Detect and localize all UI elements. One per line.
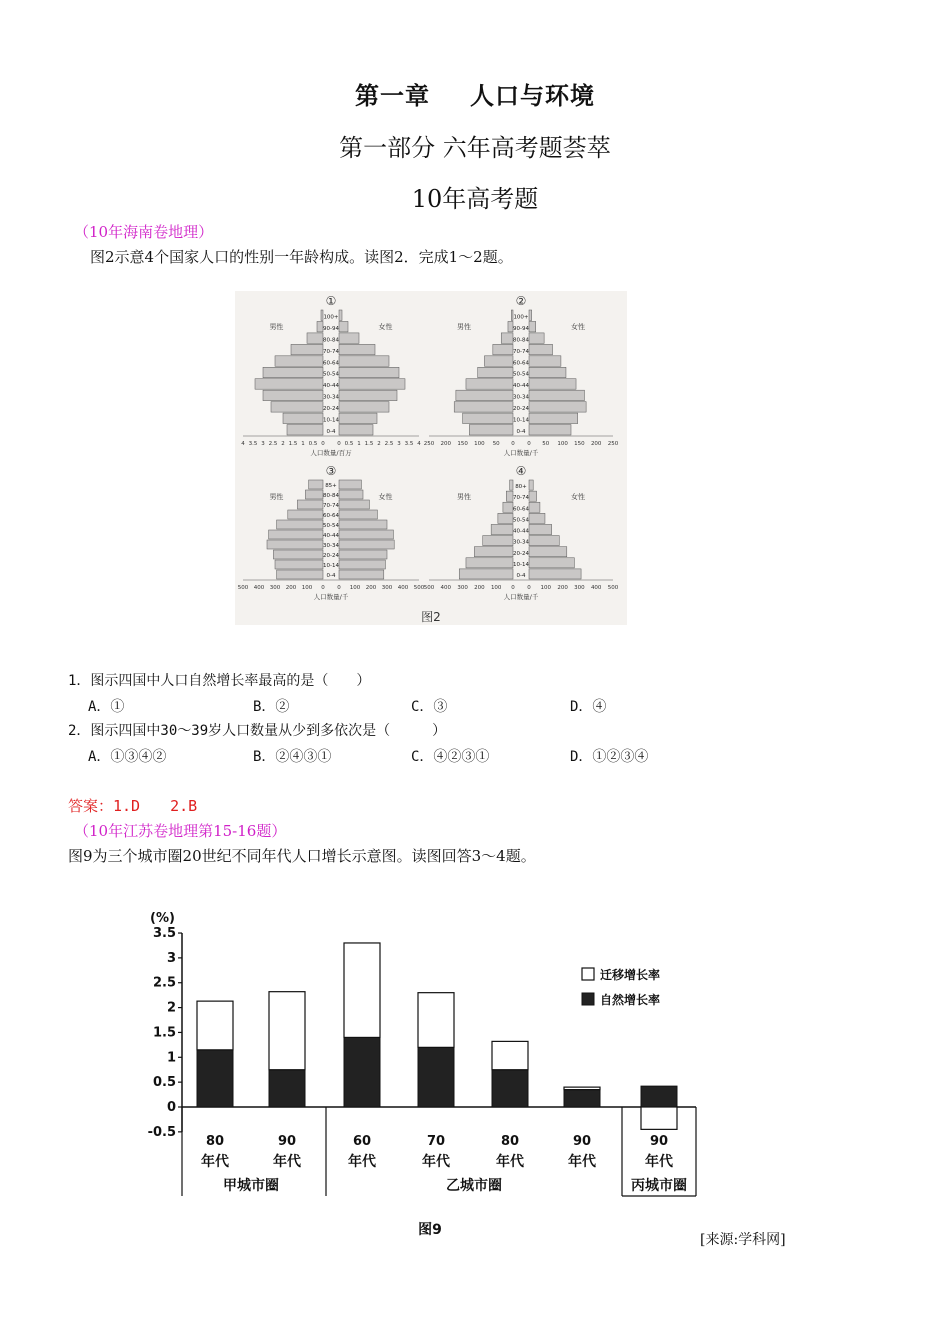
tick-label: 400 xyxy=(440,585,452,591)
x-category-number: 80 xyxy=(500,1134,520,1149)
female-bar xyxy=(339,390,397,400)
male-bar xyxy=(474,547,513,557)
figure-2 xyxy=(235,291,627,625)
q12-intro: 图2示意4个国家人口的性别一年龄构成。读图2．完成1～2题。 xyxy=(90,248,513,266)
female-bar xyxy=(339,480,361,489)
female-label: 女性 xyxy=(378,323,393,331)
age-label: 20-24 xyxy=(513,550,529,557)
male-bar xyxy=(275,560,323,569)
female-bar xyxy=(529,569,581,579)
x-category-unit: 年代 xyxy=(568,1154,596,1170)
male-bar xyxy=(273,550,323,559)
pyramid-label: ① xyxy=(325,294,337,308)
bar-natural xyxy=(344,1037,380,1107)
age-label: 70-74 xyxy=(513,348,529,355)
female-bar xyxy=(339,379,405,389)
age-label: 10-14 xyxy=(323,417,339,424)
male-bar xyxy=(263,367,323,377)
male-bar xyxy=(493,344,513,354)
female-bar xyxy=(529,413,578,423)
female-bar xyxy=(529,524,552,534)
pyramid-label: ② xyxy=(515,294,527,308)
age-label: 90-94 xyxy=(513,325,529,332)
q34-source: （10年江苏卷地理第15-16题） xyxy=(74,822,287,840)
age-label: 100+ xyxy=(323,314,339,321)
tick-label: 100 xyxy=(349,585,361,591)
age-label: 0-4 xyxy=(516,573,526,579)
age-label: 20-24 xyxy=(323,406,339,413)
y-tick-label: -0.5 xyxy=(147,1124,176,1140)
female-bar xyxy=(529,356,561,366)
age-label: 60-64 xyxy=(513,506,529,513)
female-bar xyxy=(339,520,387,529)
age-label: 20-24 xyxy=(513,406,529,413)
x-category-unit: 年代 xyxy=(273,1154,301,1170)
female-bar xyxy=(529,310,532,320)
footer-source: [来源:学科网] xyxy=(700,1232,786,1248)
tick-label: 400 xyxy=(397,585,409,591)
male-bar xyxy=(291,344,323,354)
bar-natural xyxy=(418,1047,454,1107)
x-category-number: 60 xyxy=(352,1134,372,1149)
tick-label: 2.5 xyxy=(384,441,394,447)
male-bar xyxy=(269,530,323,539)
legend-swatch-migration xyxy=(582,968,594,980)
x-category-unit: 年代 xyxy=(201,1154,229,1170)
female-label: 女性 xyxy=(571,323,586,331)
male-label: 男性 xyxy=(269,323,284,331)
female-bar xyxy=(339,500,369,509)
tick-label: 3 xyxy=(261,441,265,447)
age-label: 40-44 xyxy=(513,528,529,535)
q1-option-d: D．④ xyxy=(570,699,607,715)
tick-label: 100 xyxy=(490,585,502,591)
year-title: 10年高考题 xyxy=(411,185,539,213)
bar-migration xyxy=(269,992,305,1070)
figure-2-caption: 图2 xyxy=(421,610,441,624)
male-label: 男性 xyxy=(456,493,471,501)
tick-label: 0 xyxy=(511,441,515,447)
male-bar xyxy=(466,558,513,568)
age-label: 85+ xyxy=(325,483,337,489)
age-label: 0-4 xyxy=(326,573,336,579)
male-bar xyxy=(469,425,513,435)
tick-label: 0 xyxy=(527,585,531,591)
tick-label: 100 xyxy=(557,441,568,447)
age-label: 10-14 xyxy=(513,417,529,424)
male-bar xyxy=(459,569,513,579)
bar-migration xyxy=(564,1087,600,1089)
female-bar xyxy=(339,540,394,549)
y-tick-label: 2 xyxy=(166,1000,176,1016)
tick-label: 0 xyxy=(527,441,531,447)
tick-label: 300 xyxy=(269,585,281,591)
age-label: 60-64 xyxy=(513,360,529,367)
female-bar xyxy=(339,490,363,499)
female-bar xyxy=(529,480,533,490)
q1-option-c: C．③ xyxy=(411,699,448,715)
x-category-number: 90 xyxy=(572,1134,592,1149)
female-bar xyxy=(339,344,375,354)
tick-label: 150 xyxy=(457,441,468,447)
population-pyramids xyxy=(235,291,627,625)
tick-label: 0.5 xyxy=(344,441,354,447)
x-category-unit: 年代 xyxy=(496,1154,524,1170)
tick-label: 250 xyxy=(423,441,435,447)
age-label: 20-24 xyxy=(323,553,339,559)
age-label: 80-84 xyxy=(513,337,529,344)
age-label: 30-34 xyxy=(323,394,339,401)
female-bar xyxy=(529,513,545,523)
female-bar xyxy=(339,356,389,366)
tick-label: 0 xyxy=(321,585,325,591)
tick-label: 0 xyxy=(337,441,341,447)
tick-label: 100 xyxy=(301,585,313,591)
pyramid-xlabel: 人口数量/千 xyxy=(503,593,539,601)
male-bar xyxy=(307,333,323,343)
tick-label: 250 xyxy=(607,441,619,447)
tick-label: 2 xyxy=(281,441,285,447)
female-bar xyxy=(339,310,342,320)
male-bar xyxy=(456,390,513,400)
tick-label: 200 xyxy=(285,585,297,591)
age-label: 10-14 xyxy=(323,563,339,569)
legend-swatch-natural xyxy=(582,993,594,1005)
tick-label: 50 xyxy=(492,441,500,447)
tick-label: 2.5 xyxy=(268,441,278,447)
female-label: 女性 xyxy=(571,493,586,501)
female-bar xyxy=(339,560,385,569)
y-tick-label: 3 xyxy=(166,950,176,966)
tick-label: 500 xyxy=(423,585,435,591)
q1-option-b: B．② xyxy=(253,699,290,715)
age-label: 60-64 xyxy=(323,360,339,367)
question-1: 1．图示四国中人口自然增长率最高的是（ ） xyxy=(68,673,371,689)
male-bar xyxy=(491,524,513,534)
male-bar xyxy=(309,480,323,489)
x-category-number: 90 xyxy=(277,1134,297,1149)
male-bar xyxy=(283,413,323,423)
tick-label: 4 xyxy=(241,441,245,447)
male-bar xyxy=(297,500,323,509)
male-label: 男性 xyxy=(456,323,471,331)
q2-option-a: A．①③④② xyxy=(88,749,167,765)
male-bar xyxy=(510,480,513,490)
female-bar xyxy=(529,379,576,389)
figure-9 xyxy=(140,900,710,1250)
chapter-number: 第一章 xyxy=(355,81,430,110)
male-bar xyxy=(503,502,513,512)
tick-label: 0.5 xyxy=(308,441,318,447)
male-bar xyxy=(501,333,513,343)
y-axis-label: (%) xyxy=(150,911,175,926)
age-label: 30-34 xyxy=(513,394,529,401)
group-label: 乙城市圈 xyxy=(446,1178,502,1194)
male-bar xyxy=(255,379,323,389)
age-label: 100+ xyxy=(513,314,529,321)
female-bar xyxy=(529,390,584,400)
male-bar xyxy=(483,536,513,546)
tick-label: 500 xyxy=(607,585,619,591)
male-bar xyxy=(478,367,513,377)
age-label: 90-94 xyxy=(323,325,339,332)
x-category-unit: 年代 xyxy=(348,1154,376,1170)
y-tick-label: 1 xyxy=(166,1050,176,1066)
male-bar xyxy=(263,390,323,400)
age-label: 40-44 xyxy=(323,533,339,539)
age-label: 50-54 xyxy=(513,517,529,524)
question-2: 2．图示四国中30～39岁人口数量从少到多依次是（ ） xyxy=(68,723,447,739)
tick-label: 1 xyxy=(357,441,361,447)
male-bar xyxy=(267,540,323,549)
tick-label: 3 xyxy=(397,441,401,447)
tick-label: 150 xyxy=(574,441,585,447)
bar-natural xyxy=(269,1070,305,1107)
q1-option-a: A．① xyxy=(88,699,125,715)
female-bar xyxy=(339,367,399,377)
age-label: 10-14 xyxy=(513,561,529,568)
tick-label: 200 xyxy=(590,441,602,447)
age-label: 60-64 xyxy=(323,513,339,519)
male-bar xyxy=(498,513,513,523)
female-bar xyxy=(529,491,537,501)
tick-label: 1.5 xyxy=(364,441,374,447)
x-category-unit: 年代 xyxy=(645,1154,673,1170)
male-bar xyxy=(287,425,323,435)
age-label: 80-84 xyxy=(323,493,339,499)
tick-label: 100 xyxy=(540,585,552,591)
female-bar xyxy=(529,333,544,343)
age-label: 0-4 xyxy=(326,429,336,435)
bar-migration xyxy=(197,1001,233,1050)
bar-migration xyxy=(492,1041,528,1069)
female-bar xyxy=(339,550,387,559)
x-category-number: 70 xyxy=(426,1134,446,1149)
age-label: 50-54 xyxy=(323,523,339,529)
female-bar xyxy=(529,344,553,354)
chapter-title xyxy=(0,76,950,111)
legend-label-migration: 迁移增长率 xyxy=(600,968,661,982)
male-bar xyxy=(277,570,323,579)
x-category-number: 80 xyxy=(205,1134,225,1149)
tick-label: 500 xyxy=(413,585,425,591)
male-bar xyxy=(506,491,513,501)
tick-label: 300 xyxy=(574,585,585,591)
y-tick-label: 0 xyxy=(166,1100,176,1115)
age-label: 50-54 xyxy=(513,371,529,378)
group-label: 丙城市圈 xyxy=(631,1178,687,1194)
bar-natural xyxy=(197,1050,233,1107)
female-bar xyxy=(339,413,377,423)
female-bar xyxy=(339,333,359,343)
female-bar xyxy=(529,536,559,546)
male-bar xyxy=(454,402,513,412)
x-category-unit: 年代 xyxy=(422,1154,450,1170)
tick-label: 300 xyxy=(381,585,393,591)
male-bar xyxy=(271,402,323,412)
bar-migration xyxy=(344,943,380,1037)
male-label: 男性 xyxy=(269,493,284,501)
female-bar xyxy=(339,530,393,539)
age-label: 30-34 xyxy=(513,539,529,546)
female-bar xyxy=(339,402,389,412)
y-tick-label: 2.5 xyxy=(152,975,176,991)
tick-label: 1.5 xyxy=(288,441,298,447)
age-label: 40-44 xyxy=(513,383,529,390)
bar-natural xyxy=(492,1070,528,1107)
figure-9-caption: 图9 xyxy=(418,1222,442,1238)
age-label: 70-74 xyxy=(323,348,339,355)
female-bar xyxy=(339,510,377,519)
age-label: 80-84 xyxy=(323,337,339,344)
tick-label: 200 xyxy=(365,585,377,591)
female-bar xyxy=(529,547,567,557)
female-bar xyxy=(529,502,540,512)
q12-source: （10年海南卷地理） xyxy=(74,223,214,241)
bar-migration xyxy=(641,1107,677,1129)
part-title: 第一部分 六年高考题荟萃 xyxy=(339,134,611,162)
female-bar xyxy=(529,402,586,412)
pyramid-xlabel: 人口数量/千 xyxy=(503,449,539,457)
bar-natural xyxy=(564,1090,600,1107)
tick-label: 400 xyxy=(253,585,265,591)
female-bar xyxy=(529,367,566,377)
chapter-topic: 人口与环境 xyxy=(470,81,595,110)
pyramid-xlabel: 人口数量/百万 xyxy=(310,449,352,457)
pyramid-label: ③ xyxy=(325,464,337,478)
tick-label: 3.5 xyxy=(404,441,414,447)
q34-intro: 图9为三个城市圈20世纪不同年代人口增长示意图。读图回答3～4题。 xyxy=(68,847,536,865)
male-bar xyxy=(463,413,513,423)
tick-label: 0 xyxy=(321,441,325,447)
population-growth-chart xyxy=(140,900,710,1250)
tick-label: 200 xyxy=(557,585,568,591)
pyramid-xlabel: 人口数量/千 xyxy=(313,593,349,601)
male-bar xyxy=(288,510,323,519)
female-label: 女性 xyxy=(378,493,393,501)
pyramid-label: ④ xyxy=(515,464,527,478)
male-bar xyxy=(275,356,323,366)
y-tick-label: 3.5 xyxy=(152,926,176,942)
tick-label: 200 xyxy=(474,585,485,591)
q2-option-d: D．①②③④ xyxy=(570,749,649,765)
age-label: 70-74 xyxy=(323,503,339,509)
tick-label: 100 xyxy=(474,441,485,447)
age-label: 40-44 xyxy=(323,383,339,390)
tick-label: 200 xyxy=(440,441,452,447)
tick-label: 500 xyxy=(237,585,249,591)
tick-label: 0 xyxy=(337,585,341,591)
female-bar xyxy=(529,558,574,568)
tick-label: 50 xyxy=(542,441,550,447)
male-bar xyxy=(484,356,513,366)
tick-label: 4 xyxy=(417,441,421,447)
male-bar xyxy=(277,520,323,529)
q2-option-b: B．②④③① xyxy=(253,749,332,765)
y-tick-label: 0.5 xyxy=(152,1075,176,1091)
x-category-number: 90 xyxy=(649,1134,669,1149)
group-label: 甲城市圈 xyxy=(223,1178,279,1194)
legend-label-natural: 自然增长率 xyxy=(600,993,661,1007)
age-label: 0-4 xyxy=(516,429,526,435)
tick-label: 3.5 xyxy=(248,441,258,447)
answer-line: 答案：1.D 2.B xyxy=(68,797,198,815)
female-bar xyxy=(339,425,373,435)
tick-label: 0 xyxy=(511,585,515,591)
tick-label: 300 xyxy=(457,585,468,591)
tick-label: 1 xyxy=(301,441,305,447)
bar-natural xyxy=(641,1086,677,1107)
age-label: 50-54 xyxy=(323,371,339,378)
y-tick-label: 1.5 xyxy=(152,1025,176,1041)
tick-label: 400 xyxy=(590,585,602,591)
age-label: 30-34 xyxy=(323,543,339,549)
age-label: 70-74 xyxy=(513,495,529,502)
female-bar xyxy=(339,321,348,331)
male-bar xyxy=(466,379,513,389)
female-bar xyxy=(529,425,571,435)
tick-label: 2 xyxy=(377,441,381,447)
bar-migration xyxy=(418,993,454,1048)
female-bar xyxy=(339,570,384,579)
q2-option-c: C．④②③① xyxy=(411,749,490,765)
age-label: 80+ xyxy=(515,484,527,491)
female-bar xyxy=(529,321,536,331)
male-bar xyxy=(305,490,323,499)
